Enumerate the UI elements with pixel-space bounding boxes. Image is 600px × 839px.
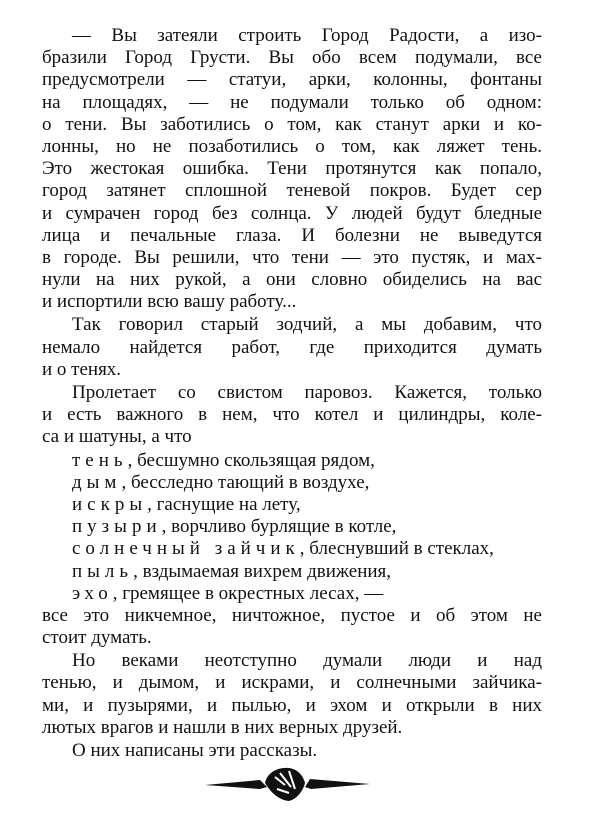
text-line: тенью, и дымом, и искрами, и солнечными зайчика- — [42, 672, 542, 694]
paragraph — [42, 740, 542, 762]
text-line: Так говорил старый зодчий, а мы добавим, что — [72, 314, 542, 336]
text-line: Пролетает со свистом паровоз. Кажется, только — [72, 382, 542, 403]
spaced-keyword: пузыри — [72, 516, 162, 538]
text-line: — Вы затеяли строить Город Радости, а изо- — [72, 25, 542, 46]
text-line: и о тенях. — [42, 358, 122, 380]
spaced-keyword: дым — [72, 471, 122, 493]
text-line: в городе. Вы решили, что тени — это пустяк, и мах- — [42, 246, 542, 268]
text-line: все это никчемное, ничтожное, пустое и об этом не — [42, 604, 542, 626]
list-item — [42, 450, 542, 472]
paragraph — [42, 314, 542, 381]
page-text — [42, 25, 542, 763]
list-item — [42, 583, 542, 605]
text-line: стоит думать. — [42, 627, 152, 649]
list-item-text: , вздымаемая вихрем движения, — [133, 560, 392, 582]
text-line: Но веками неотступно думали люди и над — [72, 650, 542, 672]
paragraph — [42, 25, 542, 313]
text-line: Это жестокая ошибка. Тени протянутся как попало, — [42, 158, 542, 180]
text-line: и испортили всю вашу работу... — [42, 291, 297, 313]
text-line: лонны, но не позаботились о том, как ляжет тень. — [42, 135, 542, 157]
enumeration-list — [42, 450, 542, 605]
list-item — [42, 494, 542, 516]
text-line: лица и печальные глаза. И болезни не выведутся — [42, 224, 542, 246]
spaced-keyword: пыль — [72, 560, 134, 582]
text-line: нули на них рукой, а они словно обиделись на вас — [42, 269, 542, 291]
list-item-text: , гаснущие на лету, — [147, 493, 301, 515]
spaced-keyword: солнечный зайчик — [72, 538, 300, 560]
spaced-keyword: тень — [72, 449, 128, 471]
text-line: на площадях, — не подумали только об одном: — [42, 91, 542, 113]
text-line: немало найдется работ, где приходится думать — [42, 336, 542, 358]
text-line: ми, и пузырями, и пылью, и эхом и открыли в них — [42, 694, 542, 716]
text-line: са и шатуны, а что — [42, 426, 192, 448]
text-line: бразили Город Грусти. Вы обо всем подумали, все — [42, 47, 542, 69]
paragraph — [42, 650, 542, 739]
text-line: лютых врагов и нашли в них верных друзей. — [42, 716, 403, 738]
spaced-keyword: искры — [72, 493, 148, 515]
text-line: О них написаны эти рассказы. — [72, 740, 318, 761]
list-item — [42, 516, 542, 538]
text-line: и есть важного в нем, что котел и цилиндры, коле- — [42, 404, 542, 426]
list-item-text: , гремящее в окрестных лесах, — — [112, 582, 384, 604]
text-line: город затянет сплошной теневой покров. Будет сер — [42, 180, 542, 202]
list-item-text: , бесшумно скользящая рядом, — [127, 449, 375, 471]
leaf-bar-ornament-icon — [205, 765, 370, 803]
text-line: о тени. Вы заботились о том, как станут арки и ко- — [42, 113, 542, 135]
list-item-text: , бесследно тающий в воздухе, — [121, 471, 370, 493]
text-line: и сумрачен город без солнца. У людей будут бледные — [42, 202, 542, 224]
spaced-keyword: эхо — [72, 582, 113, 604]
paragraph — [42, 382, 542, 449]
text-line: предусмотрели — статуи, арки, колонны, фонтаны — [42, 69, 542, 91]
list-item — [42, 472, 542, 494]
paragraph — [42, 605, 542, 649]
list-item — [42, 538, 542, 560]
list-item — [42, 561, 542, 583]
list-item-text: , ворчливо бурлящие в котле, — [161, 516, 397, 538]
list-item-text: , блеснувший в стеклах, — [299, 538, 494, 560]
